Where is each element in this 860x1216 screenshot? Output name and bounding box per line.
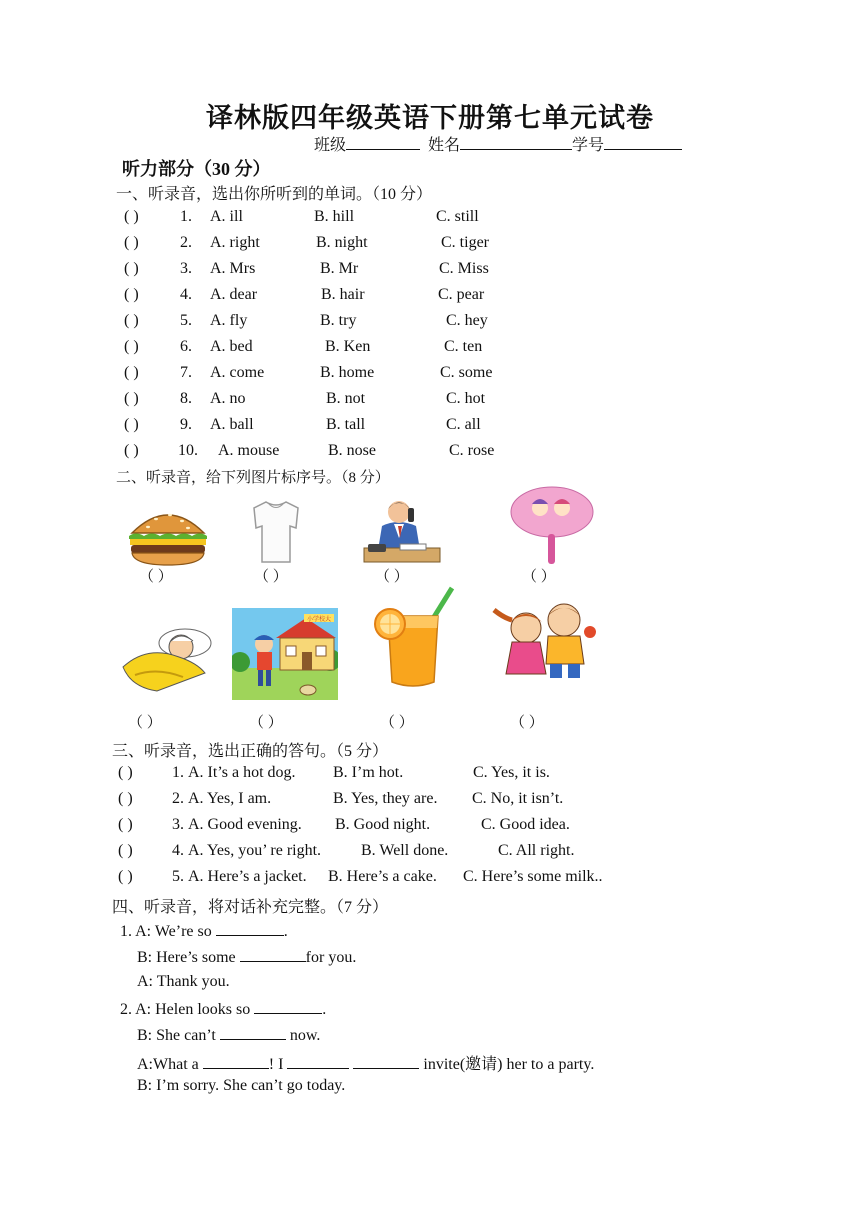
option-a[interactable]: A. Here’s a jacket. xyxy=(188,868,307,885)
answer-bracket[interactable]: ( ) xyxy=(118,764,133,781)
question-number: 2. xyxy=(180,234,192,251)
question-number: 6. xyxy=(180,338,192,355)
dialogue2-blank2[interactable] xyxy=(220,1025,286,1040)
option-c[interactable]: C. tiger xyxy=(441,234,489,251)
question-number: 4. xyxy=(172,842,184,859)
part4-heading: 四、听录音，将对话补充完整。（7 分） xyxy=(112,899,389,916)
option-a[interactable]: A. dear xyxy=(210,286,258,303)
option-a[interactable]: A. Mrs xyxy=(210,260,256,277)
dialogue1-line3: A: Thank you. xyxy=(137,973,230,990)
option-c[interactable]: C. Miss xyxy=(439,260,489,277)
question-number: 1. xyxy=(180,208,192,225)
option-c[interactable]: C. Here’s some milk.. xyxy=(463,868,603,885)
hamburger-picture xyxy=(126,505,210,567)
dialogue2-blank5[interactable] xyxy=(353,1054,419,1069)
option-a[interactable]: A. come xyxy=(210,364,265,381)
option-a[interactable]: A. Yes, you’ re right. xyxy=(188,842,322,859)
option-a[interactable]: A. ball xyxy=(210,416,254,433)
option-c[interactable]: C. No, it isn’t. xyxy=(472,790,564,807)
class-blank[interactable] xyxy=(346,135,420,150)
boy-at-school-picture xyxy=(232,608,338,700)
answer-bracket[interactable]: ( ) xyxy=(118,816,133,833)
option-c[interactable]: C. all xyxy=(446,416,481,433)
question-number: 8. xyxy=(180,390,192,407)
option-a[interactable]: A. fly xyxy=(210,312,248,329)
answer-bracket[interactable]: ( ) xyxy=(124,260,139,277)
answer-bracket[interactable]: ( ) xyxy=(124,234,139,251)
dialogue1-line2-text: B: Here’s some xyxy=(137,949,236,966)
name-blank[interactable] xyxy=(460,135,572,150)
question-number: 10. xyxy=(178,442,198,459)
period: . xyxy=(283,923,288,940)
dialogue2-line2-text: B: She can’t xyxy=(137,1027,216,1044)
option-a[interactable]: A. Good evening. xyxy=(188,816,302,833)
orange-juice-picture xyxy=(372,586,456,690)
dialogue2-line3 xyxy=(137,1051,594,1074)
question-number: 5. xyxy=(172,868,184,885)
option-b[interactable]: B. try xyxy=(320,312,357,329)
dialogue1-line2-end: for you. xyxy=(305,949,357,966)
question-number: 9. xyxy=(180,416,192,433)
option-b[interactable]: B. not xyxy=(326,390,366,407)
option-a[interactable]: A. right xyxy=(210,234,260,251)
answer-bracket[interactable]: ( ) xyxy=(124,442,139,459)
option-a[interactable]: A. ill xyxy=(210,208,243,225)
dialogue2-line1 xyxy=(120,999,326,1019)
option-a[interactable]: A. bed xyxy=(210,338,253,355)
school-sign-text: 小学校大 xyxy=(306,616,332,623)
question-number: 2. xyxy=(172,790,184,807)
part2-heading: 二、听录音，给下列图片标序号。（8 分） xyxy=(116,470,390,486)
answer-bracket[interactable]: ( ) xyxy=(124,286,139,303)
dialogue1-blank1[interactable] xyxy=(216,921,284,936)
picture-blank-2[interactable]: （ ） xyxy=(254,569,288,585)
dialogue2-blank4[interactable] xyxy=(287,1054,349,1069)
dialogue1-line2 xyxy=(137,947,356,967)
option-a[interactable]: A. Yes, I am. xyxy=(188,790,272,807)
dialogue2-line1-text: 2. A: Helen looks so xyxy=(120,1001,251,1018)
part3-heading: 三、听录音，选出正确的答句。（5 分） xyxy=(112,743,389,760)
answer-bracket[interactable]: ( ) xyxy=(118,790,133,807)
dialogue1-line1-text: 1. A: We’re so xyxy=(120,923,212,940)
picture-blank-4[interactable]: （ ） xyxy=(522,569,556,585)
option-c[interactable]: C. Yes, it is. xyxy=(473,764,550,781)
picture-blank-1[interactable]: （ ） xyxy=(139,569,173,585)
option-b[interactable]: B. home xyxy=(320,364,375,381)
dialogue2-line4: B: I’m sorry. She can’t go today. xyxy=(137,1077,346,1094)
option-a[interactable]: A. mouse xyxy=(218,442,280,459)
option-c[interactable]: C. Good idea. xyxy=(481,816,570,833)
option-c[interactable]: C. All right. xyxy=(498,842,575,859)
id-blank[interactable] xyxy=(604,135,682,150)
dialogue2-line2 xyxy=(137,1025,320,1045)
question-number: 1. xyxy=(172,764,184,781)
student-info-line xyxy=(314,132,682,155)
dialogue2-line3-end: invite(邀请) her to a party. xyxy=(423,1056,595,1073)
dialogue2-line3-mid: ! I xyxy=(268,1056,284,1073)
page-title: 译林版四年级英语下册第七单元试卷 xyxy=(206,103,654,133)
answer-bracket[interactable]: ( ) xyxy=(118,842,133,859)
option-c[interactable]: C. hey xyxy=(446,312,488,329)
dialogue2-line3-text: A:What a xyxy=(137,1056,199,1073)
option-b[interactable]: B. I’m hot. xyxy=(333,764,404,781)
option-c[interactable]: C. hot xyxy=(446,390,486,407)
dialogue1-blank2[interactable] xyxy=(240,947,306,962)
option-a[interactable]: A. no xyxy=(210,390,246,407)
answer-bracket[interactable]: ( ) xyxy=(118,868,133,885)
boy-in-bed-picture xyxy=(117,617,215,695)
option-c[interactable]: C. some xyxy=(440,364,493,381)
dialogue2-blank1[interactable] xyxy=(254,999,322,1014)
period: . xyxy=(322,1001,327,1018)
part1-heading: 一、听录音，选出你所听到的单词。（10 分） xyxy=(116,186,433,203)
option-c[interactable]: C. rose xyxy=(449,442,495,459)
question-number: 3. xyxy=(172,816,184,833)
picture-blank-6[interactable]: （ ） xyxy=(249,715,283,731)
dialogue1-line1 xyxy=(120,921,288,941)
tshirt-picture xyxy=(246,498,306,566)
man-on-phone-picture xyxy=(360,492,444,566)
question-number: 5. xyxy=(180,312,192,329)
question-number: 7. xyxy=(180,364,192,381)
answer-bracket[interactable]: ( ) xyxy=(124,312,139,329)
two-kids-picture xyxy=(490,598,596,684)
answer-bracket[interactable]: ( ) xyxy=(124,338,139,355)
option-c[interactable]: C. ten xyxy=(444,338,483,355)
picture-blank-7[interactable]: （ ） xyxy=(380,715,414,731)
answer-bracket[interactable]: ( ) xyxy=(124,416,139,433)
option-b[interactable]: B. Mr xyxy=(320,260,359,277)
picture-blank-3[interactable]: （ ） xyxy=(375,569,409,585)
id-label: 学号 xyxy=(572,137,605,154)
option-b[interactable]: B. hair xyxy=(321,286,365,303)
class-label: 班级 xyxy=(314,137,347,154)
option-b[interactable]: B. Yes, they are. xyxy=(333,790,438,807)
option-b[interactable]: B. Good night. xyxy=(335,816,431,833)
picture-blank-8[interactable]: （ ） xyxy=(510,715,544,731)
dialogue2-blank3[interactable] xyxy=(203,1054,269,1069)
answer-bracket[interactable]: ( ) xyxy=(124,390,139,407)
option-c[interactable]: C. still xyxy=(436,208,479,225)
option-a[interactable]: A. It’s a hot dog. xyxy=(188,764,296,781)
option-b[interactable]: B. Ken xyxy=(325,338,371,355)
answer-bracket[interactable]: ( ) xyxy=(124,364,139,381)
option-b[interactable]: B. night xyxy=(316,234,368,251)
hand-fan-picture xyxy=(506,484,598,566)
question-number: 3. xyxy=(180,260,192,277)
option-b[interactable]: B. Here’s a cake. xyxy=(328,868,437,885)
option-b[interactable]: B. nose xyxy=(328,442,376,459)
option-b[interactable]: B. Well done. xyxy=(361,842,449,859)
option-b[interactable]: B. hill xyxy=(314,208,355,225)
picture-blank-5[interactable]: （ ） xyxy=(128,715,162,731)
option-c[interactable]: C. pear xyxy=(438,286,485,303)
option-b[interactable]: B. tall xyxy=(326,416,366,433)
question-number: 4. xyxy=(180,286,192,303)
answer-bracket[interactable]: ( ) xyxy=(124,208,139,225)
dialogue2-line2-end: now. xyxy=(289,1027,321,1044)
name-label: 姓名 xyxy=(428,137,461,154)
listening-section-title: 听力部分（30 分） xyxy=(122,159,271,179)
